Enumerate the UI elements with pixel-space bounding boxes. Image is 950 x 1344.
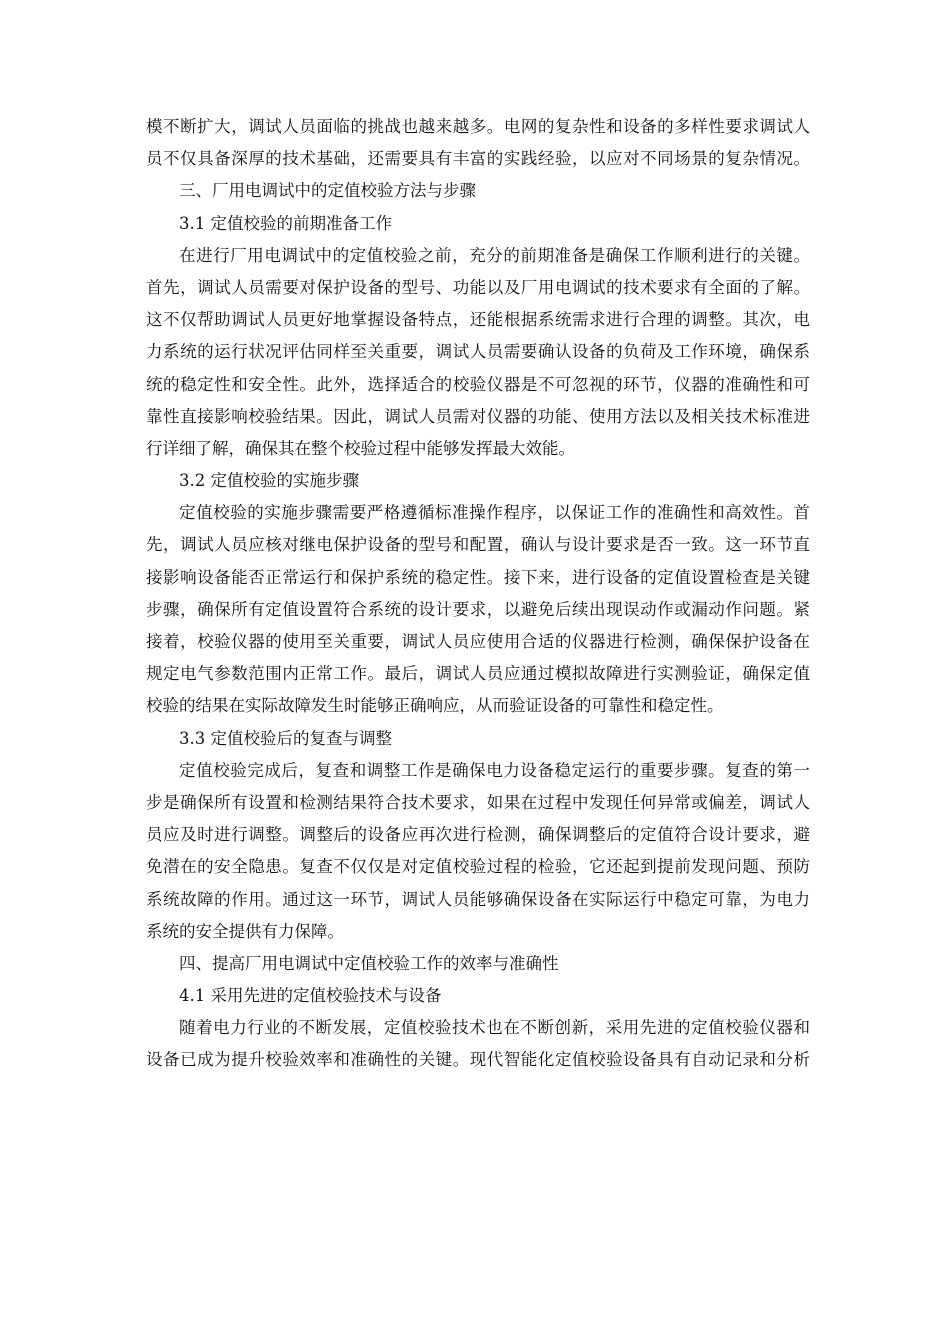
paragraph-line: 随着电力行业的不断发展，定值校验技术也在不断创新，采用先进的定值校验仪器和 [179,1018,810,1038]
section-heading: 3.1 定值校验的前期准备工作 [179,213,392,233]
paragraph-line: 统的稳定性和安全性。此外，选择适合的校验仪器是不可忽视的环节，仪器的准确性和可 [146,374,810,394]
paragraph-line: 行详细了解，确保其在整个校验过程中能够发挥最大效能。 [146,438,575,458]
paragraph-line: 力系统的运行状况评估同样至关重要，调试人员需要确认设备的负荷及工作环境，确保系 [146,342,810,362]
paragraph-line: 步骤，确保所有定值设置符合系统的设计要求，以避免后续出现误动作或漏动作问题。紧 [146,599,810,619]
section-heading: 3.3 定值校验后的复查与调整 [179,728,392,748]
paragraph-line: 定值校验的实施步骤需要严格遵循标准操作程序，以保证工作的准确性和高效性。首 [179,503,810,523]
paragraph-line: 校验的结果在实际故障发生时能够正确响应，从而验证设备的可靠性和稳定性。 [146,696,724,716]
paragraph-line: 接影响设备能否正常运行和保护系统的稳定性。接下来，进行设备的定值设置检查是关键 [146,567,810,587]
paragraph-line: 设备已成为提升校验效率和准确性的关键。现代智能化定值校验设备具有自动记录和分析 [146,1050,810,1070]
paragraph-line: 规定电气参数范围内正常工作。最后，调试人员应通过模拟故障进行实测验证，确保定值 [146,664,810,684]
paragraph-line: 先，调试人员应核对继电保护设备的型号和配置，确认与设计要求是否一致。这一环节直 [146,535,810,555]
paragraph-line: 接着，校验仪器的使用至关重要，调试人员应使用合适的仪器进行检测，确保保护设备在 [146,632,810,651]
section-heading: 3.2 定值校验的实施步骤 [179,471,359,491]
paragraph-line: 首先，调试人员需要对保护设备的型号、功能以及厂用电调试的技术要求有全面的了解。 [146,277,810,297]
paragraph-line: 员应及时进行调整。调整后的设备应再次进行检测，确保调整后的定值符合设计要求，避 [146,825,810,845]
paragraph-line: 步是确保所有设置和检测结果符合技术要求，如果在过程中发现任何异常或偏差，调试人 [146,792,810,812]
paragraph-line: 系统故障的作用。通过这一环节，调试人员能够确保设备在实际运行中稳定可靠，为电力 [146,889,810,909]
paragraph-line: 定值校验完成后，复查和调整工作是确保电力设备稳定运行的重要步骤。复查的第一 [179,760,810,780]
paragraph-line: 模不断扩大，调试人员面临的挑战也越来越多。电网的复杂性和设备的多样性要求调试人 [146,117,810,136]
paragraph-line: 免潜在的安全隐患。复查不仅仅是对定值校验过程的检验，它还起到提前发现问题、预防 [146,857,810,877]
section-heading: 4.1 采用先进的定值校验技术与设备 [179,986,442,1006]
paragraph-line: 系统的安全提供有力保障。 [146,921,344,941]
paragraph-line: 这不仅帮助调试人员更好地掌握设备特点，还能根据系统需求进行合理的调整。其次，电 [146,310,810,330]
paragraph-line: 员不仅具备深厚的技术基础，还需要具有丰富的实践经验，以应对不同场景的复杂情况。 [146,149,810,169]
paragraph-line: 在进行厂用电调试中的定值校验之前，充分的前期准备是确保工作顺利进行的关键。 [179,245,810,265]
section-heading: 四、提高厂用电调试中定值校验工作的效率与准确性 [179,953,559,973]
section-heading: 三、厂用电调试中的定值校验方法与步骤 [179,181,476,201]
document-body [146,111,810,1077]
paragraph-line: 靠性直接影响校验结果。因此，调试人员需对仪器的功能、使用方法以及相关技术标准进 [146,406,810,426]
